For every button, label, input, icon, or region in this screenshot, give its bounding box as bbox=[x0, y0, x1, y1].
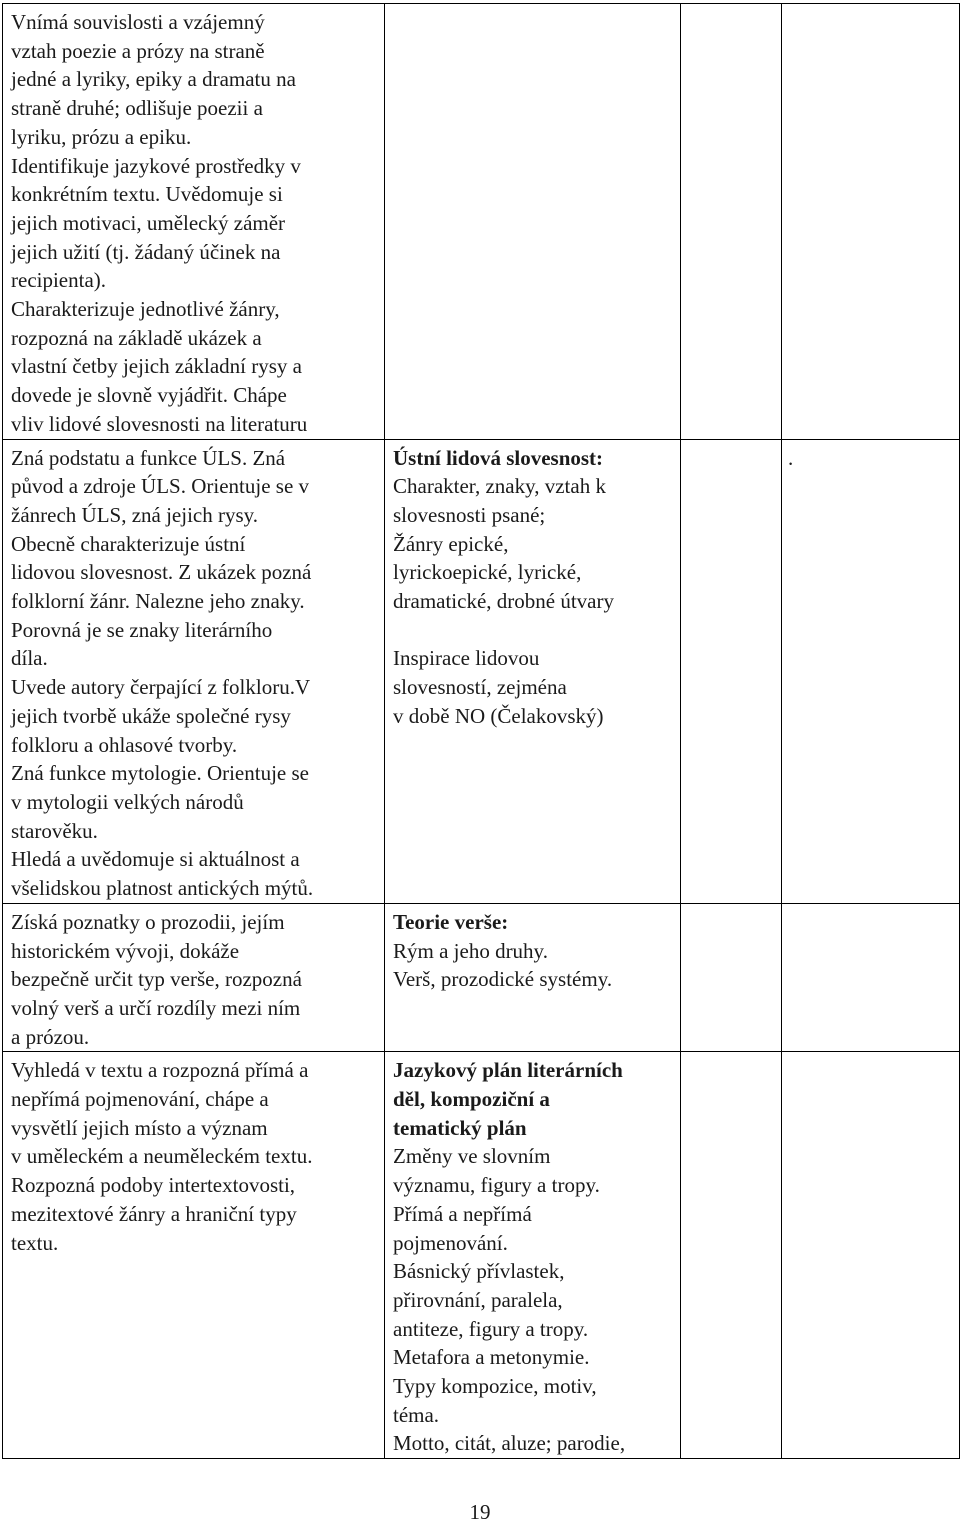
outcomes-text bbox=[3, 1052, 384, 1257]
text-line: vliv lidové slovesnosti na literaturu bbox=[11, 411, 308, 436]
page-number: 19 bbox=[469, 1500, 491, 1524]
outcomes-text bbox=[3, 904, 384, 1052]
text-line: Změny ve slovním bbox=[393, 1144, 551, 1169]
notes-mark: . bbox=[788, 445, 794, 470]
text-line: textu. bbox=[11, 1230, 59, 1255]
outcomes-text bbox=[3, 4, 384, 439]
text-line: Hledá a uvědomuje si aktuálnost a bbox=[11, 847, 300, 872]
outcomes-cell bbox=[3, 1052, 385, 1459]
text-line: folkloru a ohlasové tvorby. bbox=[11, 732, 238, 757]
content-heading: Ústní lidová slovesnost: bbox=[393, 445, 604, 470]
content-text bbox=[385, 904, 680, 994]
text-line: v uměleckém a neuměleckém textu. bbox=[11, 1144, 313, 1169]
text-line: vlastní četby jejich základní rysy a bbox=[11, 354, 302, 379]
text-line: konkrétním textu. Uvědomuje si bbox=[11, 182, 283, 207]
text-line: a prózou. bbox=[11, 1024, 90, 1049]
blank-line bbox=[393, 616, 672, 645]
text-line: Zná podstatu a funkce ÚLS. Zná bbox=[11, 445, 286, 470]
text-line: Typy kompozice, motiv, bbox=[393, 1374, 597, 1399]
text-line: bezpečně určit typ verše, rozpozná bbox=[11, 967, 302, 992]
blank-cell bbox=[681, 439, 782, 903]
text-line: lyrickoepické, lyrické, bbox=[393, 560, 582, 585]
content-cell bbox=[385, 1052, 681, 1459]
text-line: vysvětlí jejich místo a význam bbox=[11, 1115, 268, 1140]
text-line: v době NO (Čelakovský) bbox=[393, 703, 604, 728]
table-row bbox=[3, 1052, 960, 1459]
outcomes-cell bbox=[3, 439, 385, 903]
table-row bbox=[3, 439, 960, 903]
text-line: lidovou slovesnost. Z ukázek pozná bbox=[11, 560, 312, 585]
text-line: v mytologii velkých národů bbox=[11, 789, 244, 814]
text-line: přirovnání, paralela, bbox=[393, 1287, 563, 1312]
text-line: Rozpozná podoby intertextovosti, bbox=[11, 1173, 296, 1198]
text-line: Charakter, znaky, vztah k bbox=[393, 474, 606, 499]
text-line: historickém vývoji, dokáže bbox=[11, 938, 240, 963]
text-line: Přímá a nepřímá bbox=[393, 1201, 532, 1226]
text-line: jejich motivaci, umělecký záměr bbox=[11, 210, 286, 235]
text-line: díla. bbox=[11, 646, 48, 671]
content-cell bbox=[385, 903, 681, 1052]
content-heading: děl, kompoziční a bbox=[393, 1087, 550, 1112]
text-line: recipienta). bbox=[11, 268, 107, 293]
content-heading: Jazykový plán literárních bbox=[393, 1058, 623, 1083]
text-line: jedné a lyriky, epiky a dramatu na bbox=[11, 67, 296, 92]
text-line: Inspirace lidovou bbox=[393, 646, 540, 671]
text-line: dramatické, drobné útvary bbox=[393, 589, 614, 614]
text-line: straně druhé; odlišuje poezii a bbox=[11, 96, 263, 121]
text-line: volný verš a určí rozdíly mezi ním bbox=[11, 995, 301, 1020]
text-line: Uvede autory čerpající z folkloru.V bbox=[11, 675, 311, 700]
content-cell bbox=[385, 4, 681, 440]
text-line: Vnímá souvislosti a vzájemný bbox=[11, 10, 265, 34]
text-line: významu, figury a tropy. bbox=[393, 1173, 600, 1198]
outcomes-cell bbox=[3, 903, 385, 1052]
text-line: Žánry epické, bbox=[393, 531, 509, 556]
text-line: Obecně charakterizuje ústní bbox=[11, 531, 246, 556]
text-line: antiteze, figury a tropy. bbox=[393, 1316, 589, 1341]
text-line: Identifikuje jazykové prostředky v bbox=[11, 153, 301, 178]
text-line: folklorní žánr. Nalezne jeho znaky. bbox=[11, 589, 305, 614]
text-line: všelidskou platnost antických mýtů. bbox=[11, 876, 314, 901]
text-line: Charakterizuje jednotlivé žánry, bbox=[11, 297, 280, 322]
text-line: Motto, citát, aluze; parodie, bbox=[393, 1431, 626, 1456]
text-line: nepřímá pojmenování, chápe a bbox=[11, 1087, 269, 1112]
text-line: lyriku, prózu a epiku. bbox=[11, 124, 192, 149]
text-line: dovede je slovně vyjádřit. Chápe bbox=[11, 383, 287, 408]
text-line: Porovná je se znaky literárního bbox=[11, 617, 273, 642]
text-line: žánrech ÚLS, zná jejich rysy. bbox=[11, 502, 259, 527]
text-line: starověku. bbox=[11, 818, 98, 843]
notes-text bbox=[782, 440, 959, 473]
content-text bbox=[385, 440, 680, 731]
content-heading: Teorie verše: bbox=[393, 909, 509, 934]
notes-cell bbox=[782, 1052, 960, 1459]
text-line: Vyhledá v textu a rozpozná přímá a bbox=[11, 1058, 309, 1083]
blank-cell bbox=[681, 903, 782, 1052]
content-cell bbox=[385, 439, 681, 903]
text-line: jejich užití (tj. žádaný účinek na bbox=[11, 239, 281, 264]
blank-cell bbox=[681, 4, 782, 440]
table-row bbox=[3, 903, 960, 1052]
text-line: pojmenování. bbox=[393, 1230, 508, 1255]
outcomes-text bbox=[3, 440, 384, 903]
text-line: mezitextové žánry a hraniční typy bbox=[11, 1201, 297, 1226]
text-line: Rým a jeho druhy. bbox=[393, 938, 548, 963]
curriculum-table bbox=[2, 3, 960, 1459]
text-line: téma. bbox=[393, 1402, 440, 1427]
outcomes-cell bbox=[3, 4, 385, 440]
notes-cell bbox=[782, 4, 960, 440]
content-text bbox=[385, 1052, 680, 1458]
text-line: slovesnosti psané; bbox=[393, 502, 546, 527]
text-line: rozpozná na základě ukázek a bbox=[11, 325, 262, 350]
text-line: Metafora a metonymie. bbox=[393, 1345, 590, 1370]
table-row bbox=[3, 4, 960, 440]
content-heading: tematický plán bbox=[393, 1115, 527, 1140]
text-line: Zná funkce mytologie. Orientuje se bbox=[11, 761, 309, 786]
text-line: původ a zdroje ÚLS. Orientuje se v bbox=[11, 474, 310, 499]
notes-cell bbox=[782, 439, 960, 903]
text-line: vztah poezie a prózy na straně bbox=[11, 38, 265, 63]
blank-cell bbox=[681, 1052, 782, 1459]
text-line: slovesností, zejména bbox=[393, 675, 567, 700]
text-line: Získá poznatky o prozodii, jejím bbox=[11, 909, 285, 934]
text-line: jejich tvorbě ukáže společné rysy bbox=[11, 703, 291, 728]
text-line: Verš, prozodické systémy. bbox=[393, 967, 613, 992]
notes-cell bbox=[782, 903, 960, 1052]
text-line: Básnický přívlastek, bbox=[393, 1259, 565, 1284]
